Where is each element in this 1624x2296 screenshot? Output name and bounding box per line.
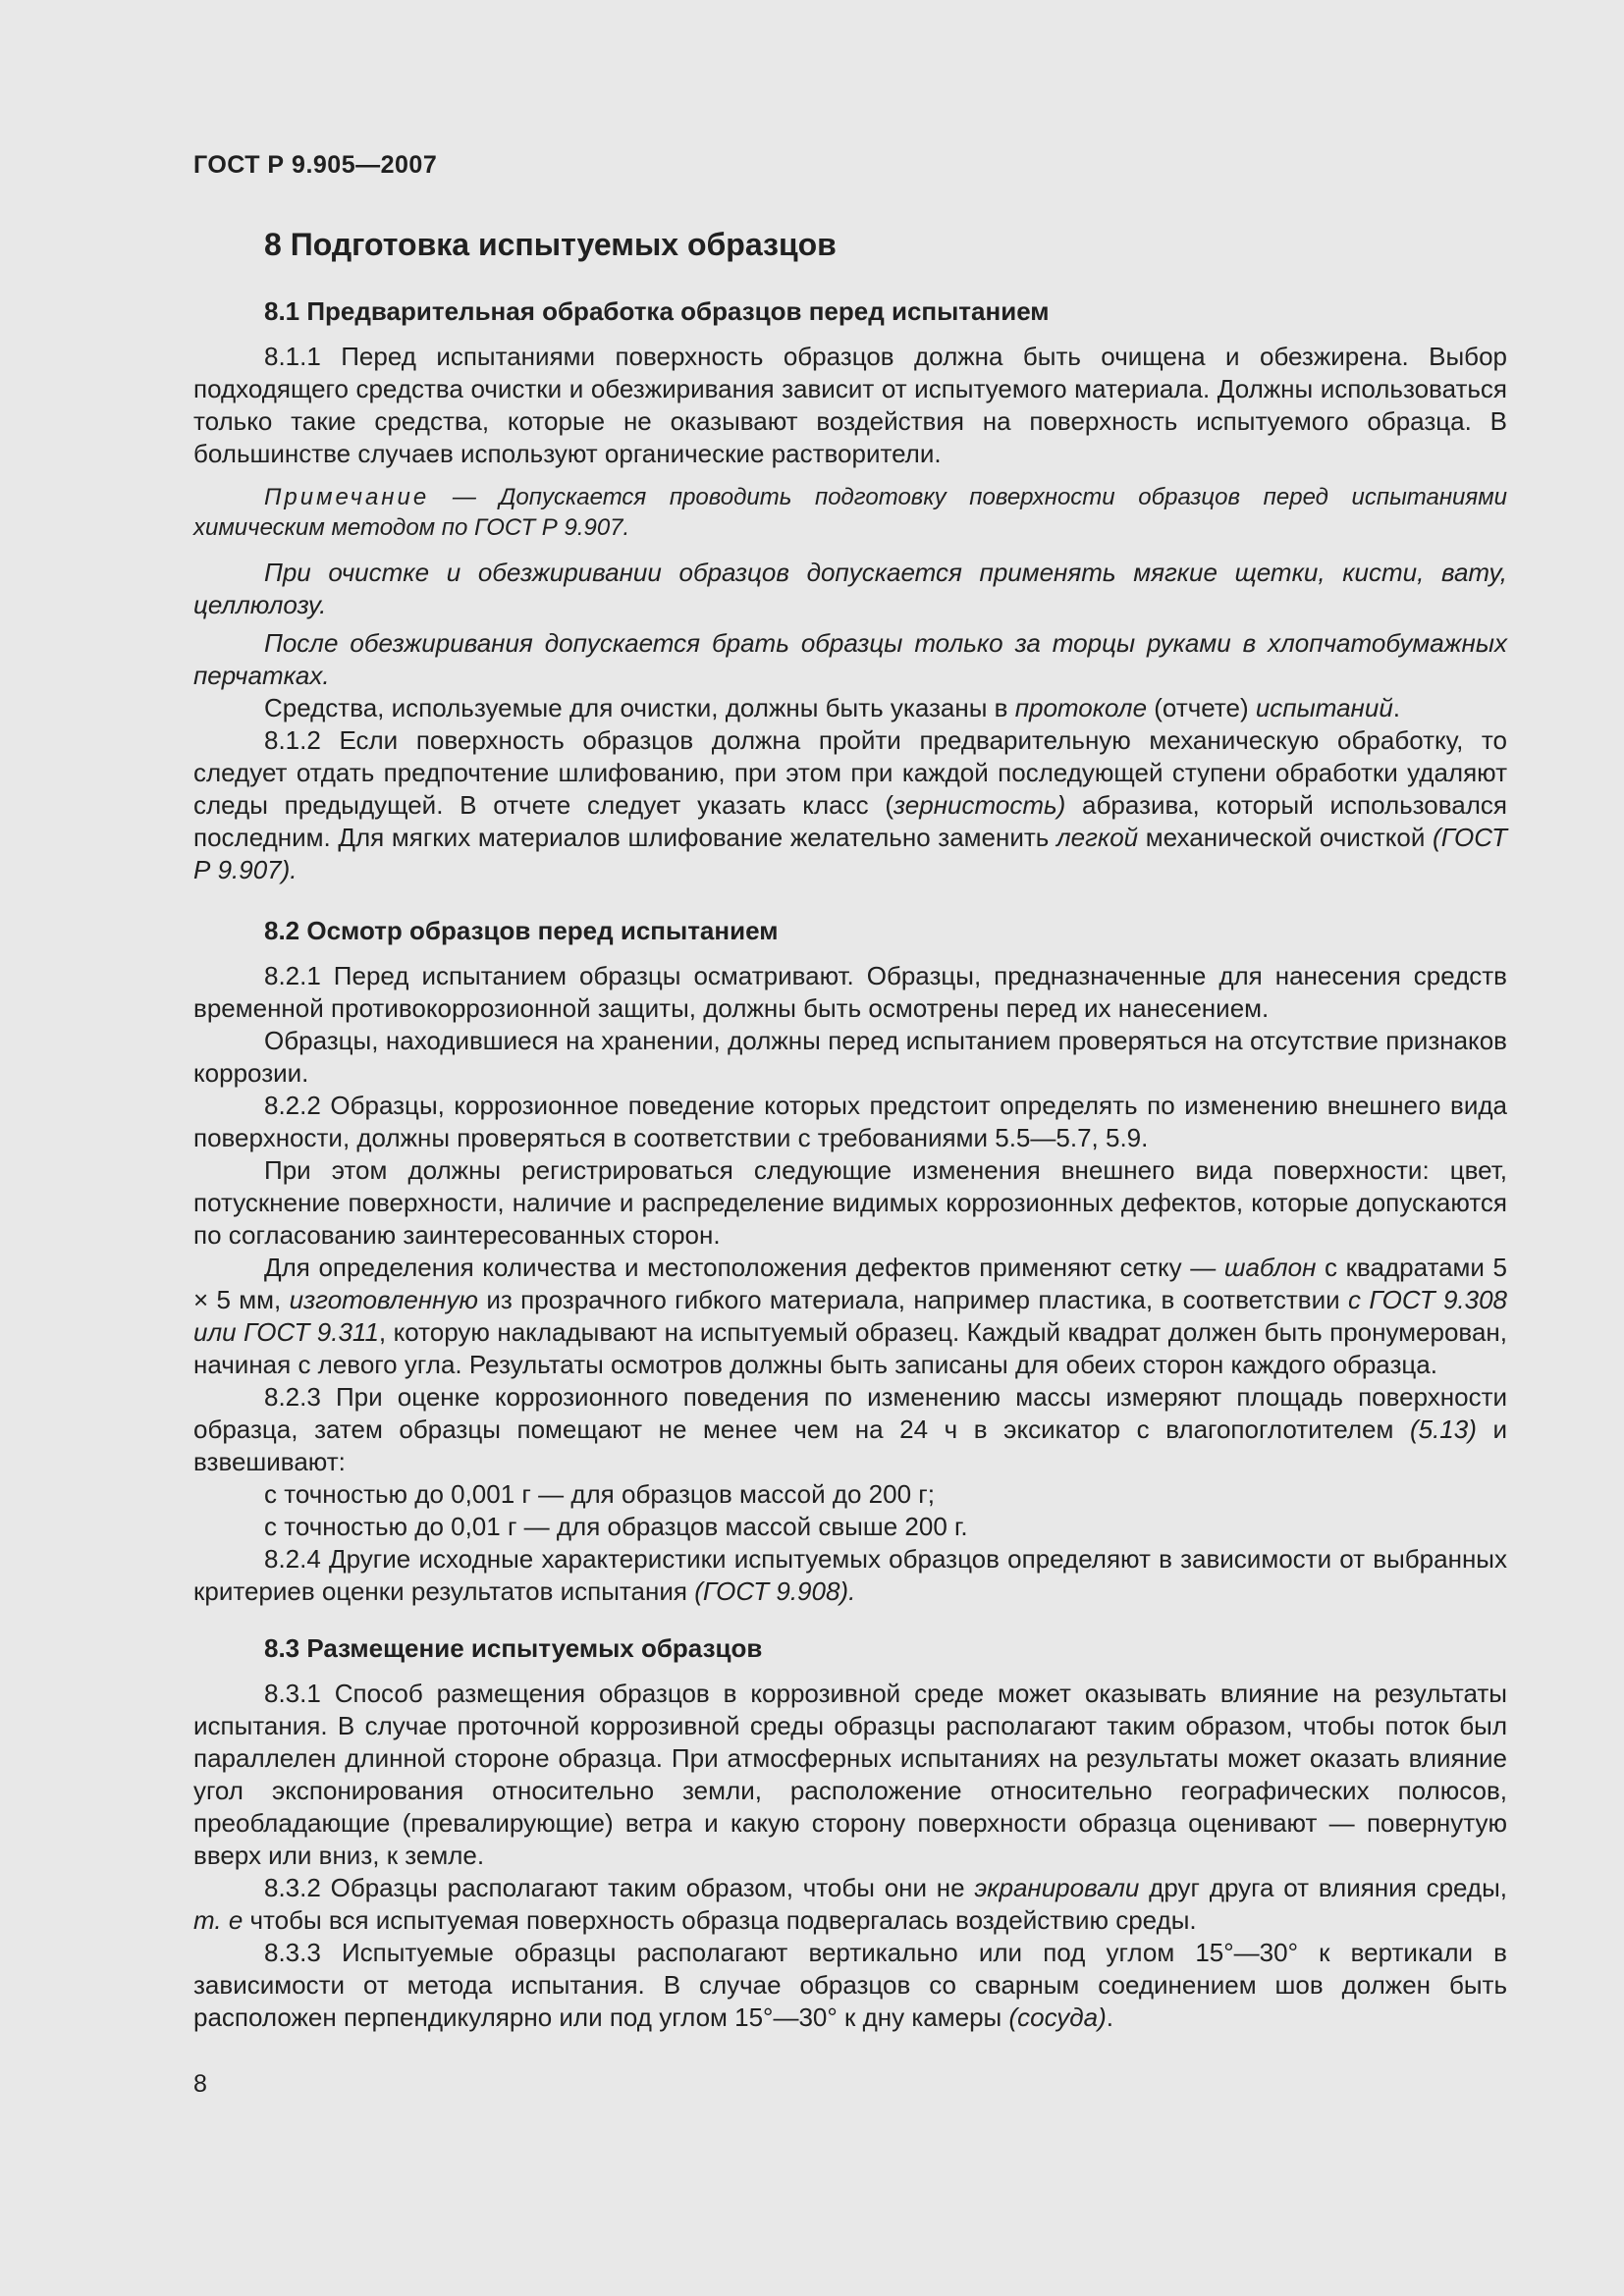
text-run: , которую накладывают на испытуемый образец. Каждый квадрат должен быть пронумерован, начиная с левого угла. Результаты осмотров должны быть записаны для обеих сторон каждого образца. — [193, 1317, 1507, 1379]
text-run: 8.3.3 Испытуемые образцы располагают вертикально или под углом 15°—30° к вертикали в зависимости от метода испытания. В случае образцов со сварным соединением шов должен быть расположен перпендикулярно или под углом 15°—30° к дну камеры — [193, 1938, 1507, 2032]
section-title: 8 Подготовка испытуемых образцов — [264, 227, 837, 262]
text-run-italic: экранировали — [974, 1873, 1140, 1902]
paragraph-8-3-1: 8.3.1 Способ размещения образцов в коррозивной среде может оказывать влияние на результаты испытания. В случае проточной коррозивной среды образцы располагают таким образом, чтобы поток был параллелен длинной стороне образца. При атмосферных испытаниях на результаты может оказать влияние угол экспонирования относительно земли, расположение относительно географических полюсов, преобладающие (превалирующие) ветра и какую сторону поверхности образца оценивают — повернутую вверх или вниз, к земле. — [193, 1679, 1507, 1870]
note-label: Примечание — [264, 484, 430, 510]
text-run: 8.3.2 Образцы располагают таким образом, чтобы они не — [264, 1873, 975, 1902]
text-run: друг друга от влияния среды, — [1139, 1873, 1507, 1902]
text-run-italic: с ГОСТ 9.308 или ГОСТ 9.311 — [193, 1285, 1508, 1347]
text-run: абразива, который использовался последним. Для мягких материалов шлифование желательно заменить — [193, 790, 1507, 852]
paragraph-appearance-changes: При этом должны регистрироваться следующие изменения внешнего вида поверхности: цвет, потускнение поверхности, наличие и распределение видимых коррозионных дефектов, которые допускаются по согласованию заинтересованных сторон. — [193, 1155, 1507, 1250]
text-run: . — [1106, 2002, 1114, 2032]
paragraph-stored-samples: Образцы, находившиеся на хранении, должны перед испытанием проверяться на отсутствие признаков коррозии. — [193, 1026, 1507, 1088]
text-run-italic: (сосуда) — [1008, 2002, 1107, 2032]
text-run-italic: (ГОСТ 9.908). — [694, 1576, 856, 1606]
paragraph-8-2-4 — [193, 1543, 1507, 1608]
paragraph-8-3-2 — [193, 1872, 1507, 1937]
text-run-italic: испытаний — [1255, 693, 1393, 722]
text-run-italic: (5.13) — [1409, 1415, 1477, 1444]
text-run-italic: т. е — [193, 1905, 244, 1935]
text-run: из прозрачного гибкого материала, например пластика, в соответствии — [477, 1285, 1348, 1314]
paragraph-8-2-3 — [193, 1381, 1507, 1478]
text-run: . — [1392, 693, 1401, 722]
text-run-italic: легкой — [1056, 823, 1139, 852]
text-run-italic: протоколе — [1014, 693, 1148, 722]
paragraph-8-2-1: 8.2.1 Перед испытанием образцы осматривают. Образцы, предназначенные для нанесения средств временной противокоррозионной защиты, должны быть осмотрены перед их нанесением. — [193, 961, 1507, 1023]
text-run: (отчете) — [1147, 693, 1256, 722]
document-body — [193, 221, 1507, 2034]
paragraph-8-2-2: 8.2.2 Образцы, коррозионное поведение которых предстоит определять по изменению внешнего вида поверхности, должны проверяться в соответствии с требованиями 5.5—5.7, 5.9. — [193, 1091, 1507, 1152]
paragraph-8-3-3 — [193, 1937, 1507, 2034]
paragraph-cleaning-means — [193, 692, 1507, 724]
subsection-title-8-1: 8.1 Предварительная обработка образцов перед испытанием — [264, 296, 1050, 326]
paragraph-gloves: После обезжиривания допускается брать образцы только за торцы руками в хлопчатобумажных перчатках. — [193, 628, 1507, 690]
subsection-title-8-3: 8.3 Размещение испытуемых образцов — [264, 1633, 763, 1663]
page-number: 8 — [193, 2070, 207, 2098]
subsection-title-8-2: 8.2 Осмотр образцов перед испытанием — [264, 916, 779, 945]
text-run: чтобы вся испытуемая поверхность образца подвергалась воздействию среды. — [243, 1905, 1197, 1935]
text-run: 8.1.2 Если поверхность образцов должна пройти предварительную механическую обработку, то следует отдать предпочтение шлифованию, при этом при каждой последующей ступени обработки удаляют следы предыдущей. В отчете следует указать класс ( — [193, 725, 1507, 820]
note — [193, 482, 1507, 543]
text-run: и взвешивают: — [193, 1415, 1507, 1476]
text-run-italic: шаблон — [1223, 1253, 1317, 1282]
paragraph-cleaning-tools: При очистке и обезжиривании образцов допускается применять мягкие щетки, кисти, вату, целлюлозу. — [193, 558, 1507, 619]
text-run-italic: зернистость) — [893, 790, 1066, 820]
list-item-accuracy-2: с точностью до 0,01 г — для образцов массой свыше 200 г. — [264, 1512, 968, 1541]
text-run: с квадратами 5 × 5 мм, — [193, 1253, 1507, 1314]
paragraph-8-1-2 — [193, 724, 1507, 886]
text-run: Средства, используемые для очистки, должны быть указаны в — [264, 693, 1015, 722]
text-run: 8.2.4 Другие исходные характеристики испытуемых образцов определяют в зависимости от выбранных критериев оценки результатов испытания — [193, 1544, 1507, 1606]
paragraph-8-1-1: 8.1.1 Перед испытаниями поверхность образцов должна быть очищена и обезжирена. Выбор подходящего средства очистки и обезжиривания зависит от испытуемого материала. Должны использоваться только такие средства, которые не оказывают воздействия на поверхность испытуемого образца. В большинстве случаев используют органические растворители. — [193, 342, 1507, 468]
text-run: Для определения количества и местоположения дефектов применяют сетку — — [264, 1253, 1224, 1282]
text-run-italic: (ГОСТ Р 9.907). — [193, 823, 1507, 884]
text-run: механической очисткой — [1138, 823, 1434, 852]
text-run-italic: изготовленную — [289, 1285, 478, 1314]
paragraph-grid-template — [193, 1252, 1507, 1381]
list-item-accuracy-1: с точностью до 0,001 г — для образцов массой до 200 г; — [264, 1479, 935, 1509]
note-text: — Допускается проводить подготовку поверхности образцов перед испытаниями химическим методом по ГОСТ Р 9.907. — [193, 484, 1507, 541]
document-header: ГОСТ Р 9.905—2007 — [193, 151, 438, 179]
text-run: 8.2.3 При оценке коррозионного поведения по изменению массы измеряют площадь поверхности образца, затем образцы помещают не менее чем на 24 ч в эксикатор с влагопоглотителем — [193, 1382, 1507, 1444]
